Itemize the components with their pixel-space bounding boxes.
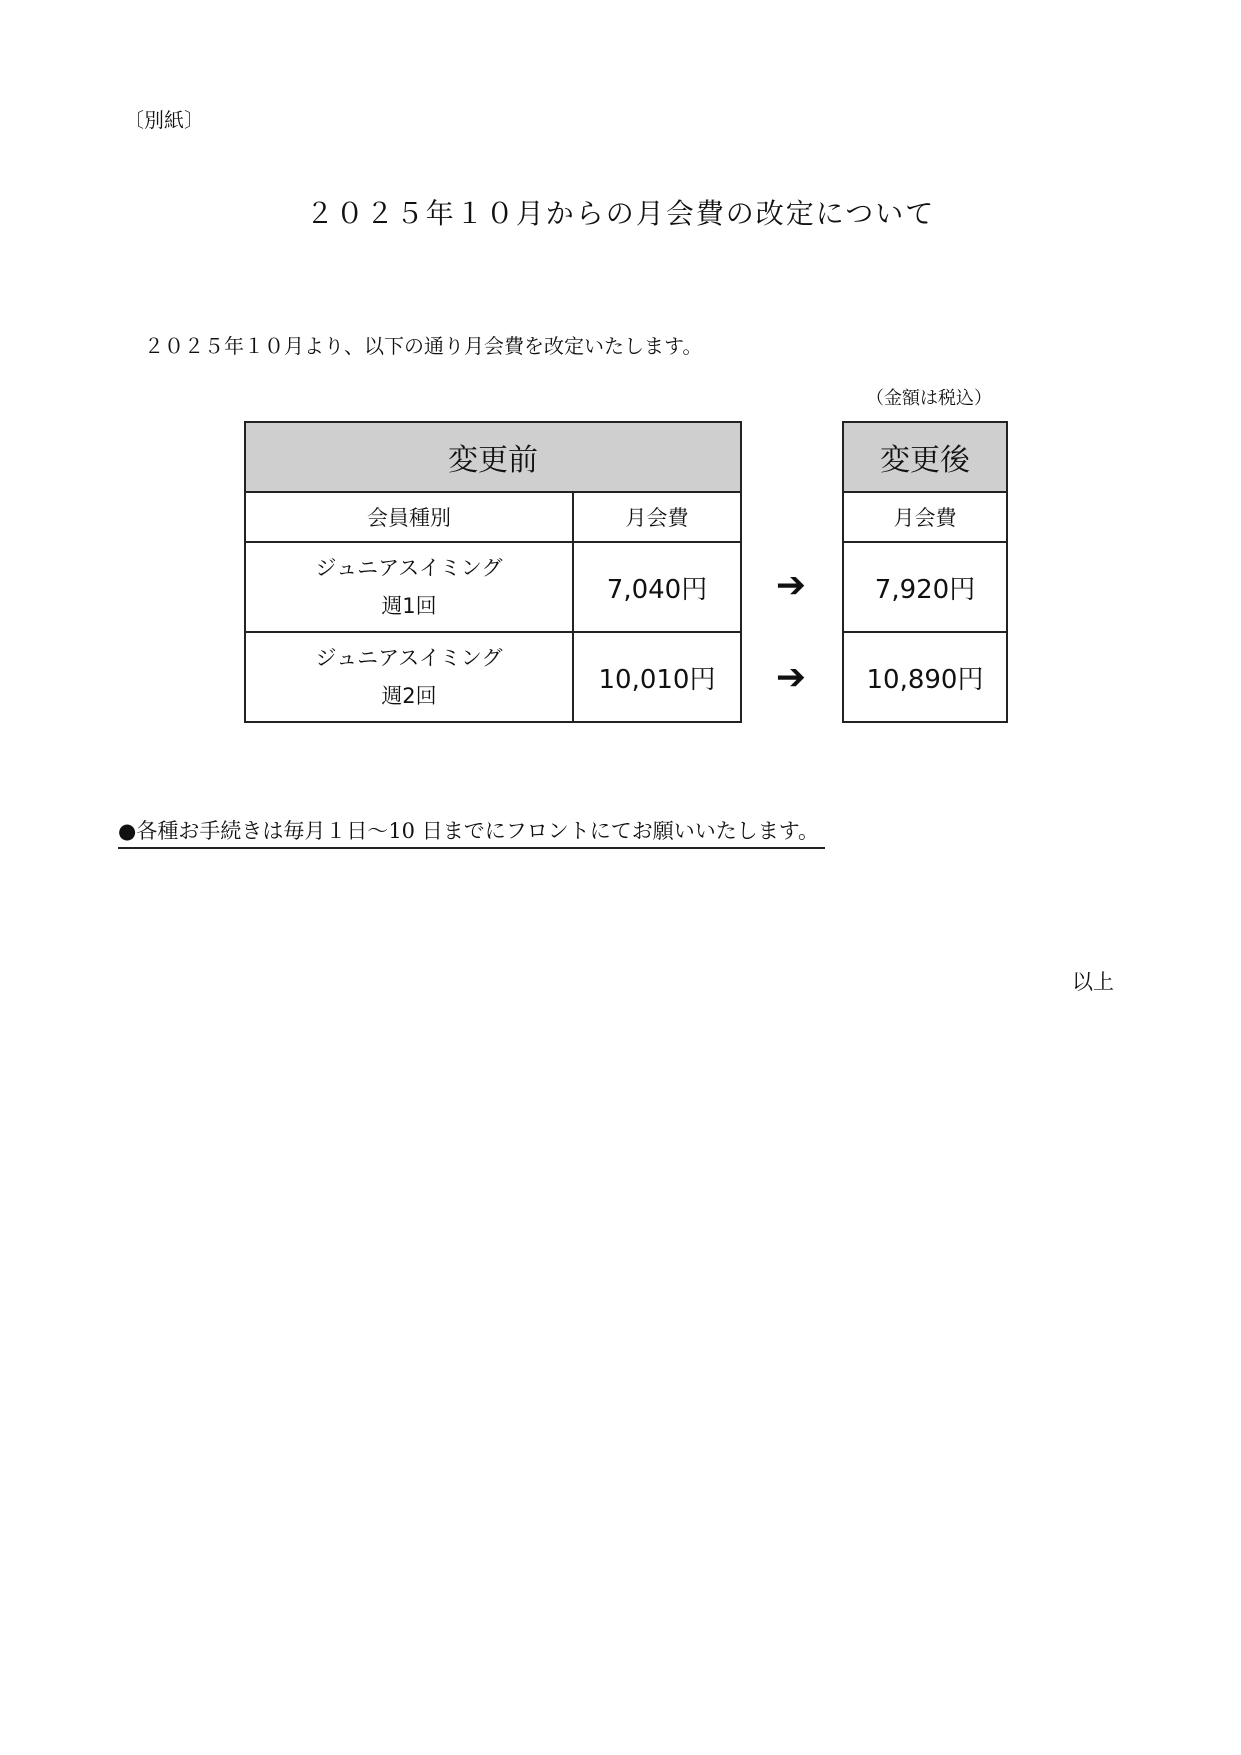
before-table-heading: 変更前: [245, 422, 741, 492]
intro-text: ２０２５年１０月より、以下の通り月会費を改定いたします。: [144, 334, 703, 358]
member-type-name: ジュニアスイミング: [315, 556, 503, 580]
table-row: [245, 632, 741, 722]
fee-after-cell: 7,920円: [843, 542, 1007, 632]
fee-after-cell: 10,890円: [843, 632, 1007, 722]
member-type-frequency: 週1回: [381, 594, 437, 618]
member-type-cell: [245, 632, 573, 722]
page-title: ２０２５年１０月からの月会費の改定について: [305, 197, 936, 230]
closing-mark: 以上: [1072, 970, 1114, 994]
procedure-note: ●各種お手続きは毎月１日～10 日までにフロントにてお願いいたします。: [118, 815, 825, 849]
after-table-heading: 変更後: [843, 422, 1007, 492]
column-header-monthly-fee: 月会費: [843, 492, 1007, 542]
column-header-member-type: 会員種別: [245, 492, 573, 542]
right-arrow-icon: ➔: [775, 657, 807, 698]
table-row: [245, 542, 741, 632]
table-row: [843, 542, 1007, 632]
member-type-name: ジュニアスイミング: [315, 646, 503, 670]
member-type-cell: [245, 542, 573, 632]
fee-before-cell: 10,010円: [573, 632, 741, 722]
attachment-label: 〔別紙〕: [124, 108, 204, 132]
fee-before-cell: 7,040円: [573, 542, 741, 632]
member-type-frequency: 週2回: [381, 684, 437, 708]
right-arrow-icon: ➔: [775, 565, 807, 606]
tax-note: （金額は税込）: [866, 388, 992, 409]
before-fee-table: [244, 421, 742, 723]
after-fee-table: [842, 421, 1008, 723]
table-row: [843, 632, 1007, 722]
column-header-monthly-fee: 月会費: [573, 492, 741, 542]
